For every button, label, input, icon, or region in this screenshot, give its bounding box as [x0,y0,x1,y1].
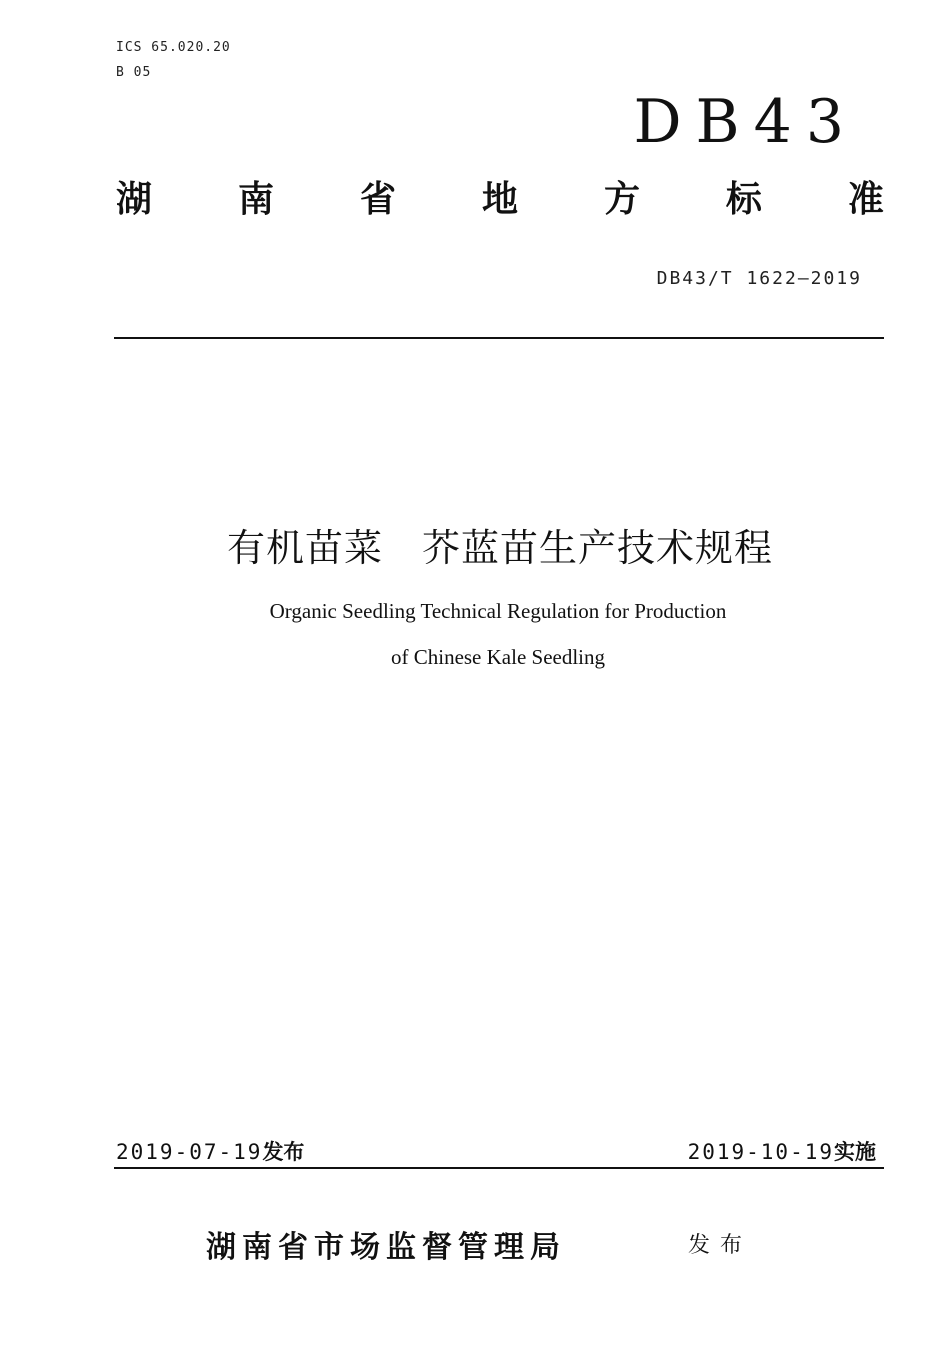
standard-type-char: 省 [359,179,396,220]
implement-label: 实施 [834,1140,876,1164]
document-title-chinese: 有机苗菜 芥蓝苗生产技术规程 [226,526,773,570]
standard-type-char: 准 [847,179,884,220]
ics-code: ICS 65.020.20 [116,40,231,55]
top-divider [114,337,884,339]
standard-number: DB43/T 1622—2019 [656,268,862,289]
document-title-english-line2: of Chinese Kale Seedling [390,645,606,669]
standard-type-char: 地 [481,179,518,220]
ccs-code: B 05 [116,65,152,80]
standard-type-char: 湖 [116,179,153,220]
bottom-divider [114,1167,884,1169]
document-title-english-line1: Organic Seedling Technical Regulation for Production [269,599,727,623]
implement-date-block [688,1136,876,1166]
standard-type-char: 南 [237,179,274,220]
standard-type-heading [116,180,884,220]
issue-label: 发布 [262,1140,305,1164]
implement-date: 2019-10-19 [687,1140,834,1164]
issue-date-block [116,1136,304,1166]
standard-type-char: 标 [725,179,762,220]
publish-label: 发布 [688,1233,753,1258]
issue-date: 2019-07-19 [116,1140,263,1164]
publisher-name: 湖南省市场监督管理局 [206,1230,566,1265]
standard-type-char: 方 [603,179,640,220]
standard-logo: DB43 [633,87,858,157]
